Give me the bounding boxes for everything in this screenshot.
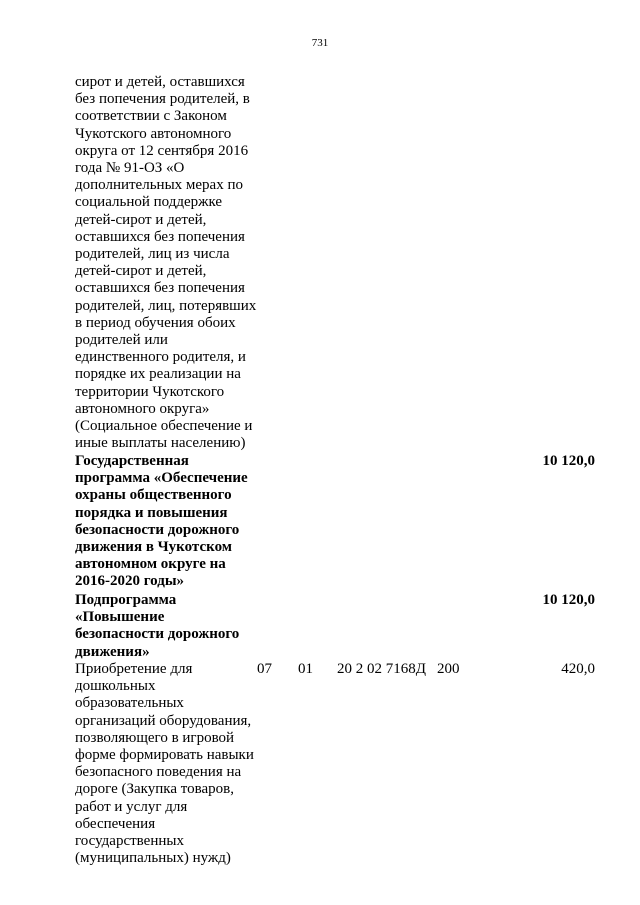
row-expense-type-code: 200 xyxy=(437,661,460,677)
page-number: 731 xyxy=(311,37,329,49)
row-target-article-code: 20 2 02 7168Д xyxy=(337,661,426,677)
row-description: Приобретение для дошкольных образовательных организаций оборудования, позволяющего в игровой форме формировать навыки безопасного поведения на дороге (Закупка товаров, работ и услуг для обеспечения государственных (муниципальных) нужд) xyxy=(75,661,254,867)
row-amount: 10 120,0 xyxy=(542,592,595,608)
row-amount: 420,0 xyxy=(561,661,595,677)
row-department-code: 07 xyxy=(257,661,272,677)
row-description: Подпрограмма «Повышение безопасности дорожного движения» xyxy=(75,592,240,660)
row-description: Государственная программа «Обеспечение охраны общественного порядка и повышения безопасности дорожного движения в Чукотском автономном округе на 2016-2020 годы» xyxy=(75,453,248,590)
row-amount: 10 120,0 xyxy=(542,453,595,469)
row-section-code: 01 xyxy=(298,661,313,677)
row-description: сирот и детей, оставшихся без попечения родителей, в соответствии с Законом Чукотского автономного округа от 12 сентября 2016 года № 91-ОЗ «О дополнительных мерах по социальной поддержке детей-сирот и детей, оставшихся без попечения родителей, лиц из числа детей-сирот и детей, оставшихся без попечения родителей, лиц, потерявших в период обучения обоих родителей или единственного родителя, и порядке их реализации на территории Чукотского автономного округа» (Социальное обеспечение и иные выплаты населению) xyxy=(75,74,257,452)
